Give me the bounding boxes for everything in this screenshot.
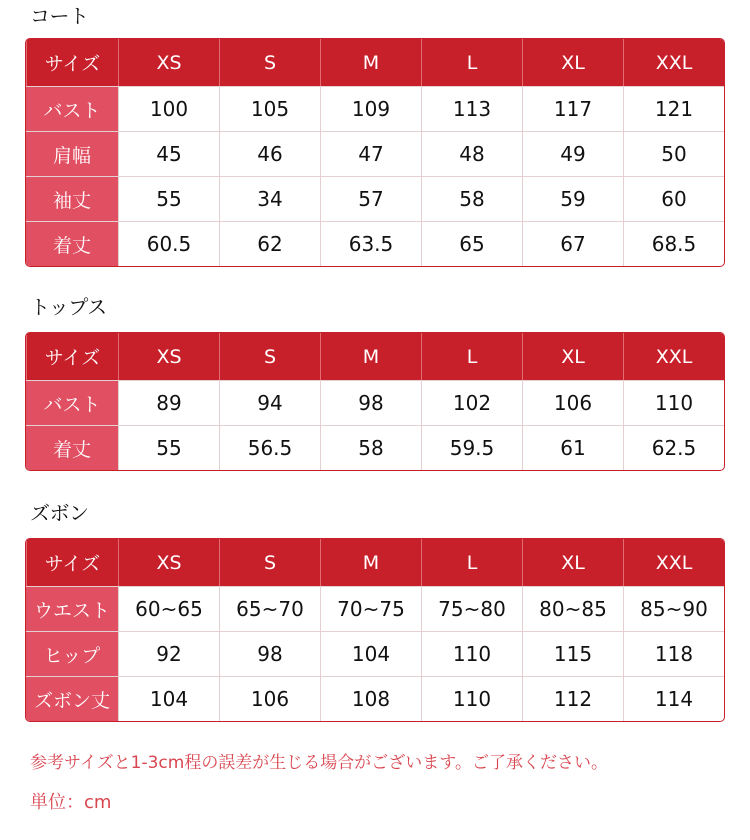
table-cell: 104 xyxy=(320,632,421,676)
table-cell: 108 xyxy=(320,677,421,721)
table-cell: 49 xyxy=(522,132,623,176)
table-cell: 102 xyxy=(421,381,522,425)
row-label: バスト xyxy=(26,381,118,425)
table-cell: 110 xyxy=(623,381,724,425)
table-cell: 121 xyxy=(623,87,724,131)
header-cell: XS xyxy=(118,333,219,380)
table-cell: 104 xyxy=(118,677,219,721)
row-label: ヒップ xyxy=(26,632,118,676)
table-cell: 47 xyxy=(320,132,421,176)
table-cell: 85~90 xyxy=(623,587,724,631)
table-cell: 117 xyxy=(522,87,623,131)
section-title-tops: トップス xyxy=(30,295,107,319)
table-header-row xyxy=(26,39,724,86)
table-cell: 50 xyxy=(623,132,724,176)
row-label: 着丈 xyxy=(26,222,118,266)
table-cell: 109 xyxy=(320,87,421,131)
table-cell: 98 xyxy=(320,381,421,425)
table-cell: 110 xyxy=(421,632,522,676)
size-table-pants xyxy=(25,538,725,722)
table-cell: 46 xyxy=(219,132,320,176)
table-cell: 68.5 xyxy=(623,222,724,266)
header-cell: S xyxy=(219,39,320,86)
table-cell: 56.5 xyxy=(219,426,320,470)
header-cell: S xyxy=(219,539,320,586)
table-cell: 98 xyxy=(219,632,320,676)
row-label: ズボン丈 xyxy=(26,677,118,721)
table-cell: 61 xyxy=(522,426,623,470)
table-header-row xyxy=(26,539,724,586)
header-cell: L xyxy=(421,39,522,86)
table-cell: 113 xyxy=(421,87,522,131)
table-cell: 89 xyxy=(118,381,219,425)
table-cell: 106 xyxy=(522,381,623,425)
table-cell: 48 xyxy=(421,132,522,176)
table-row xyxy=(26,676,724,721)
header-cell: L xyxy=(421,333,522,380)
table-cell: 67 xyxy=(522,222,623,266)
table-cell: 60 xyxy=(623,177,724,221)
table-cell: 59 xyxy=(522,177,623,221)
table-cell: 112 xyxy=(522,677,623,721)
table-cell: 58 xyxy=(421,177,522,221)
header-cell: XS xyxy=(118,39,219,86)
row-label: ウエスト xyxy=(26,587,118,631)
header-cell: サイズ xyxy=(26,333,118,380)
header-cell: S xyxy=(219,333,320,380)
table-cell: 106 xyxy=(219,677,320,721)
header-cell: XXL xyxy=(623,539,724,586)
table-cell: 118 xyxy=(623,632,724,676)
row-label: 肩幅 xyxy=(26,132,118,176)
section-title-coat: コート xyxy=(30,4,89,28)
header-cell: XXL xyxy=(623,333,724,380)
table-cell: 75~80 xyxy=(421,587,522,631)
table-cell: 110 xyxy=(421,677,522,721)
unit-note: 単位：cm xyxy=(30,792,112,813)
size-table-coat xyxy=(25,38,725,267)
table-cell: 80~85 xyxy=(522,587,623,631)
table-cell: 62 xyxy=(219,222,320,266)
table-cell: 70~75 xyxy=(320,587,421,631)
header-cell: サイズ xyxy=(26,539,118,586)
table-cell: 55 xyxy=(118,426,219,470)
size-table-tops xyxy=(25,332,725,471)
disclaimer-note: 参考サイズと1-3cm程の誤差が生じる場合がございます。ご了承ください。 xyxy=(30,753,608,773)
table-row xyxy=(26,586,724,631)
table-cell: 92 xyxy=(118,632,219,676)
section-title-pants: ズボン xyxy=(30,501,89,525)
table-cell: 65~70 xyxy=(219,587,320,631)
table-row xyxy=(26,176,724,221)
table-cell: 57 xyxy=(320,177,421,221)
header-cell: サイズ xyxy=(26,39,118,86)
row-label: 着丈 xyxy=(26,426,118,470)
header-cell: XXL xyxy=(623,39,724,86)
table-cell: 58 xyxy=(320,426,421,470)
header-cell: M xyxy=(320,39,421,86)
table-cell: 100 xyxy=(118,87,219,131)
table-cell: 55 xyxy=(118,177,219,221)
table-row xyxy=(26,380,724,425)
table-row xyxy=(26,86,724,131)
table-cell: 63.5 xyxy=(320,222,421,266)
table-cell: 60.5 xyxy=(118,222,219,266)
table-cell: 60~65 xyxy=(118,587,219,631)
table-cell: 105 xyxy=(219,87,320,131)
header-cell: M xyxy=(320,333,421,380)
table-cell: 114 xyxy=(623,677,724,721)
table-row xyxy=(26,425,724,470)
header-cell: XL xyxy=(522,539,623,586)
table-row xyxy=(26,221,724,266)
header-cell: XL xyxy=(522,39,623,86)
table-row xyxy=(26,131,724,176)
row-label: バスト xyxy=(26,87,118,131)
table-cell: 62.5 xyxy=(623,426,724,470)
header-cell: L xyxy=(421,539,522,586)
header-cell: XS xyxy=(118,539,219,586)
table-cell: 34 xyxy=(219,177,320,221)
table-cell: 59.5 xyxy=(421,426,522,470)
header-cell: XL xyxy=(522,333,623,380)
table-cell: 115 xyxy=(522,632,623,676)
row-label: 袖丈 xyxy=(26,177,118,221)
table-cell: 94 xyxy=(219,381,320,425)
table-cell: 45 xyxy=(118,132,219,176)
table-row xyxy=(26,631,724,676)
header-cell: M xyxy=(320,539,421,586)
table-header-row xyxy=(26,333,724,380)
table-cell: 65 xyxy=(421,222,522,266)
